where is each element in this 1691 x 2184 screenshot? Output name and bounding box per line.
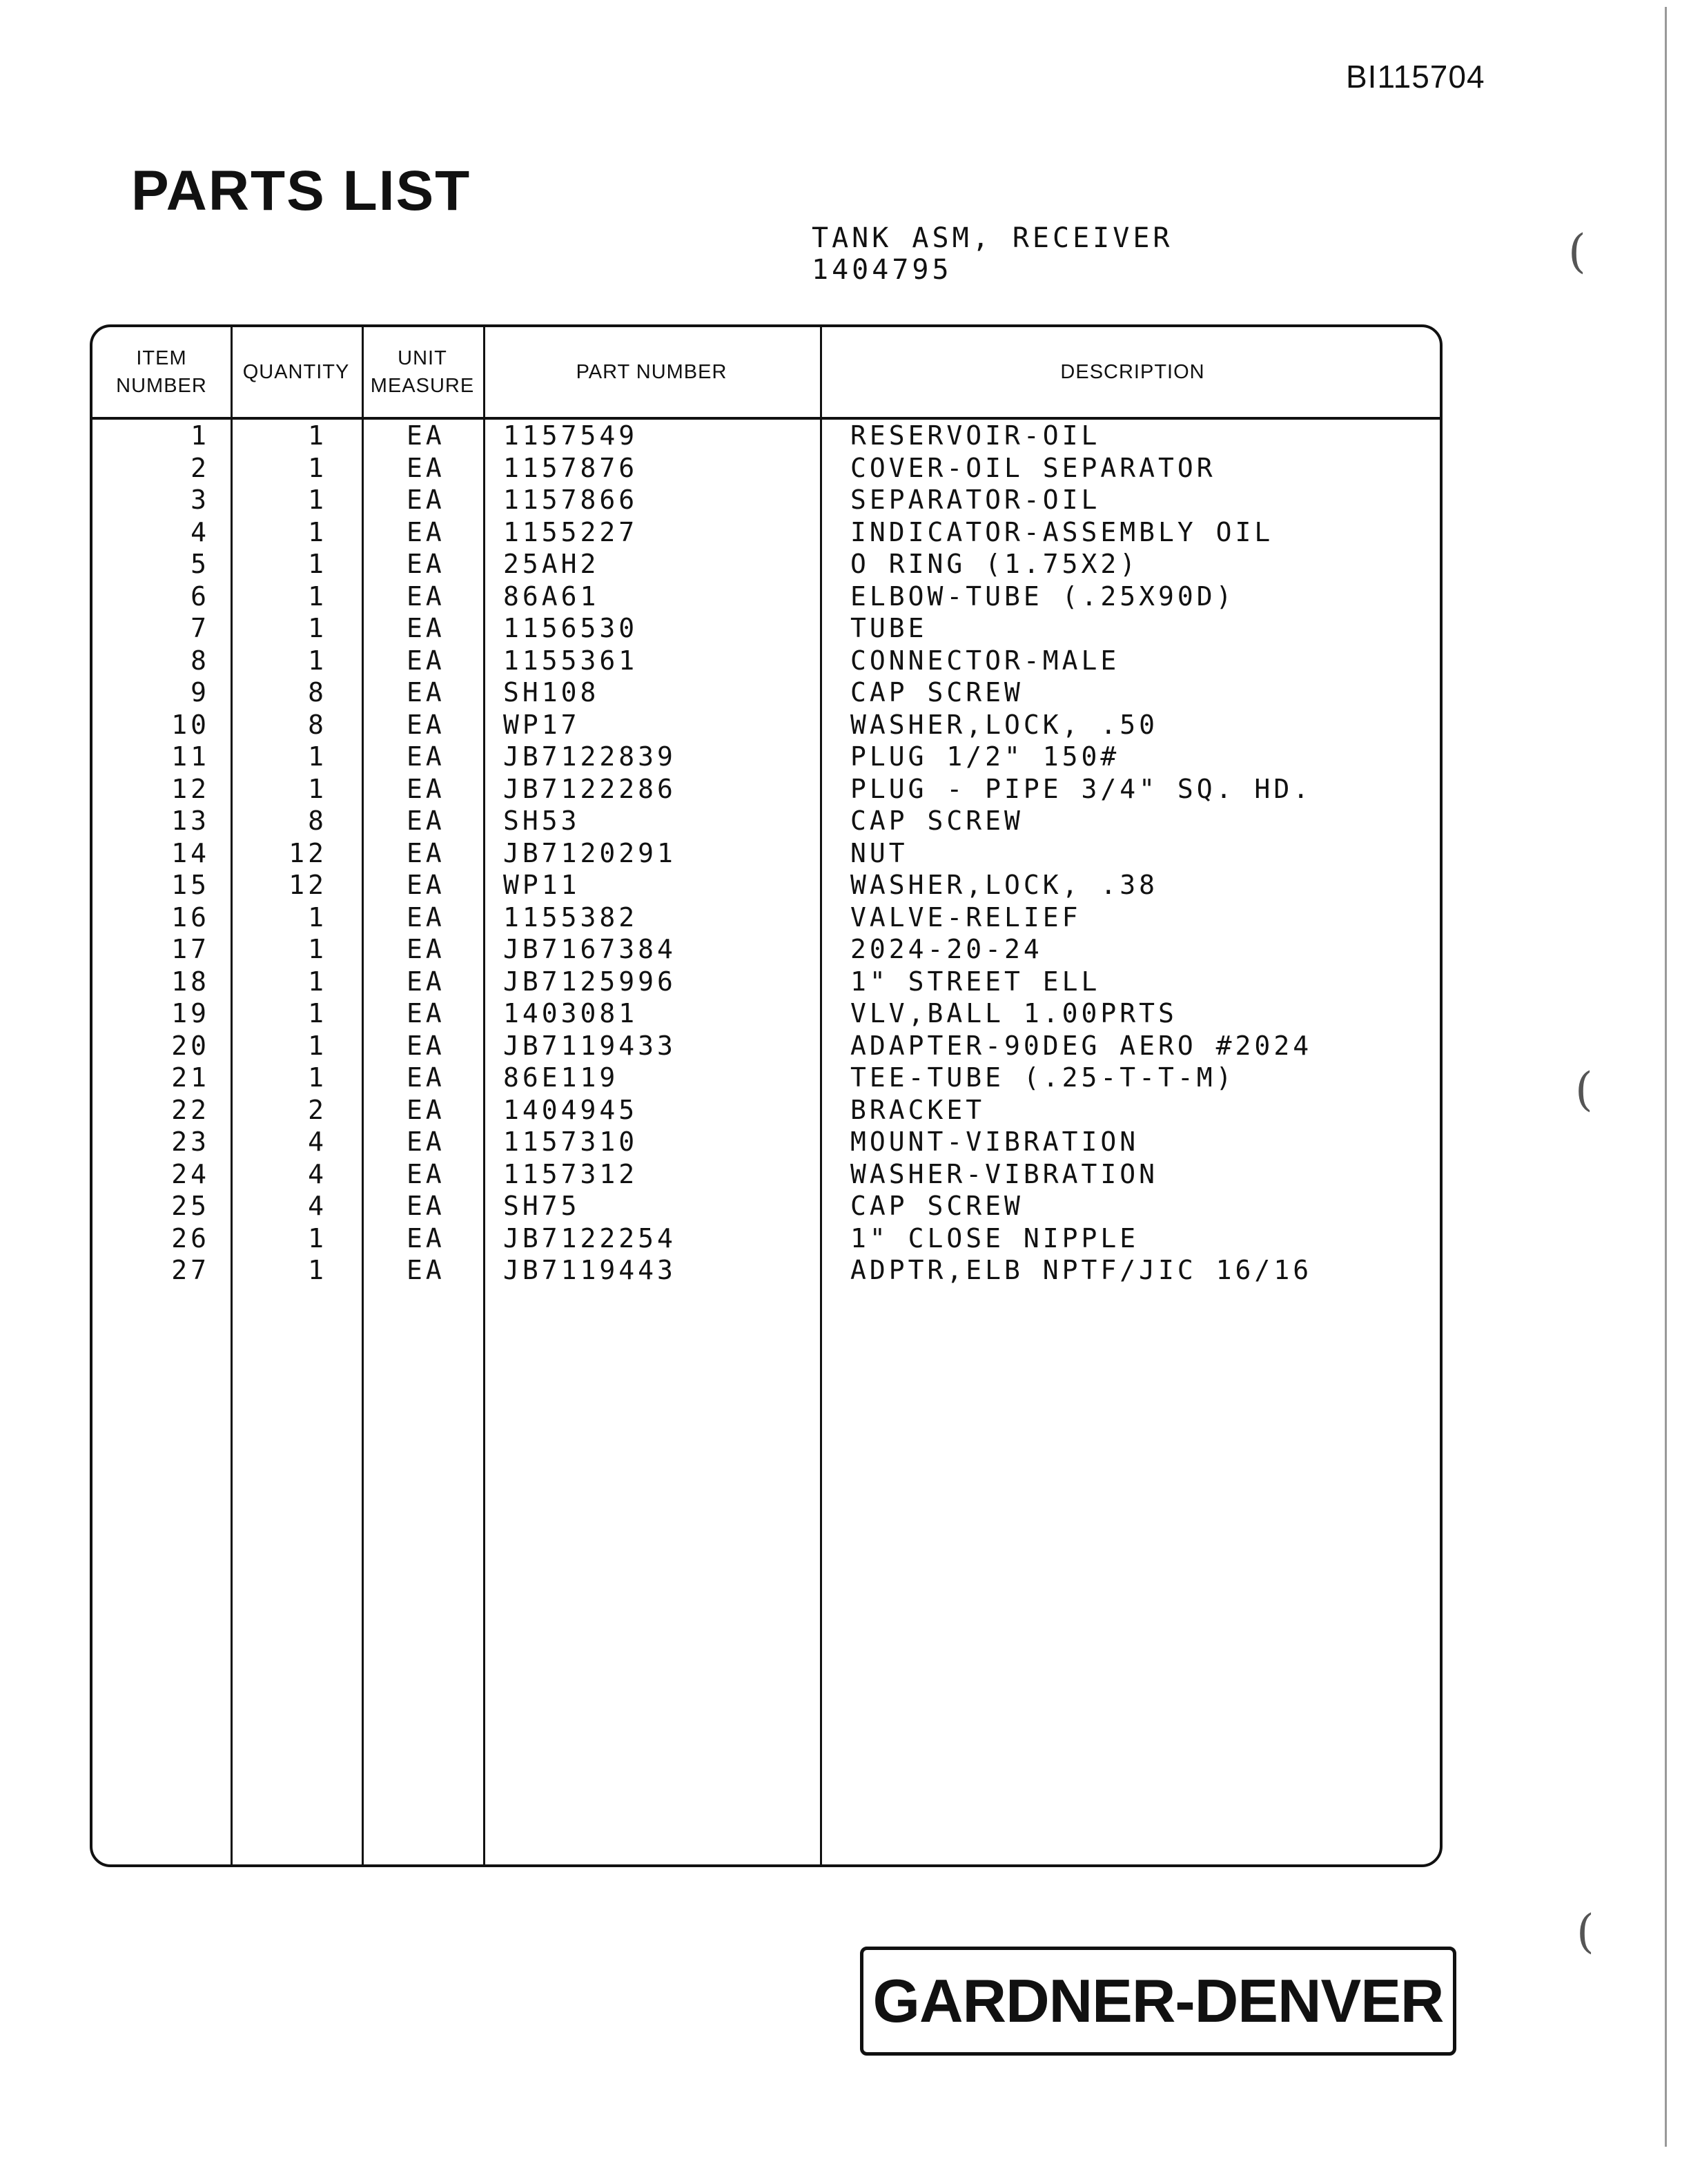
cell-part-number: 1157876	[503, 452, 638, 483]
cell-item-number: 3	[190, 485, 210, 515]
cell-item-number: 7	[190, 613, 210, 643]
table-row	[92, 1094, 1440, 1127]
cell-description: 2024-20-24	[850, 934, 1043, 964]
header-unit-measure: UNIT MEASURE	[370, 347, 475, 397]
cell-item-number: 11	[171, 741, 210, 772]
header-quantity: QUANTITY	[242, 361, 350, 383]
cell-description: BRACKET	[850, 1094, 986, 1125]
cell-part-number: SH75	[503, 1191, 580, 1221]
cell-unit-measure: EA	[407, 1255, 445, 1285]
table-row	[92, 805, 1440, 837]
cell-item-number: 2	[190, 452, 210, 483]
cell-item-number: 27	[171, 1255, 210, 1285]
binder-hole-mark: (	[1568, 225, 1586, 278]
cell-quantity: 1	[308, 549, 327, 579]
table-row	[92, 1030, 1440, 1062]
cell-unit-measure: EA	[407, 901, 445, 933]
cell-item-number: 12	[171, 773, 210, 804]
table-row	[92, 773, 1440, 806]
cell-part-number: 1157866	[503, 485, 638, 515]
cell-part-number: WP11	[503, 870, 580, 900]
cell-part-number: SH108	[503, 677, 600, 708]
assembly-number: 1404795	[812, 254, 952, 286]
table-row	[92, 997, 1440, 1030]
brand-logo: GARDNER-DENVER	[860, 1947, 1456, 2056]
header-part-number: PART NUMBER	[576, 361, 727, 383]
cell-quantity: 1	[308, 998, 327, 1028]
cell-quantity: 1	[308, 613, 327, 643]
cell-part-number: 1403081	[503, 998, 638, 1028]
cell-quantity: 1	[308, 516, 327, 547]
cell-unit-measure: EA	[407, 1094, 445, 1125]
cell-quantity: 1	[308, 420, 327, 451]
cell-unit-measure: EA	[407, 452, 445, 483]
cell-item-number: 21	[171, 1062, 210, 1093]
cell-item-number: 5	[190, 549, 210, 579]
cell-part-number: 1157549	[503, 420, 638, 451]
cell-unit-measure: EA	[407, 806, 445, 836]
cell-quantity: 1	[308, 1222, 327, 1254]
cell-unit-measure: EA	[407, 613, 445, 643]
cell-quantity: 12	[289, 870, 327, 900]
cell-description: ADAPTER-90DEG AERO #2024	[850, 1030, 1313, 1061]
cell-quantity: 1	[308, 452, 327, 483]
cell-unit-measure: EA	[407, 870, 445, 900]
table-row	[92, 1190, 1440, 1222]
cell-quantity: 1	[308, 741, 327, 772]
header-description: DESCRIPTION	[1060, 361, 1205, 383]
cell-description: INDICATOR-ASSEMBLY OIL	[850, 516, 1274, 547]
cell-unit-measure: EA	[407, 709, 445, 740]
cell-quantity: 4	[308, 1158, 327, 1189]
cell-unit-measure: EA	[407, 581, 445, 612]
cell-unit-measure: EA	[407, 966, 445, 997]
cell-part-number: JB7125996	[503, 966, 676, 997]
cell-item-number: 20	[171, 1030, 210, 1061]
cell-unit-measure: EA	[407, 677, 445, 708]
cell-item-number: 24	[171, 1158, 210, 1189]
cell-part-number: SH53	[503, 806, 580, 836]
cell-quantity: 1	[308, 1062, 327, 1093]
cell-description: COVER-OIL SEPARATOR	[850, 452, 1216, 483]
cell-part-number: JB7120291	[503, 837, 676, 868]
binder-hole-mark: (	[1576, 1905, 1594, 1958]
cell-part-number: JB7122839	[503, 741, 676, 772]
cell-description: MOUNT-VIBRATION	[850, 1127, 1140, 1157]
cell-item-number: 18	[171, 966, 210, 997]
table-row	[92, 966, 1440, 998]
table-row	[92, 548, 1440, 581]
table-body	[92, 420, 1440, 1287]
cell-item-number: 9	[190, 677, 210, 708]
table-row	[92, 516, 1440, 549]
table-row	[92, 1254, 1440, 1287]
cell-quantity: 1	[308, 901, 327, 933]
cell-description: RESERVOIR-OIL	[850, 420, 1101, 451]
page-edge-line	[1665, 7, 1667, 2147]
cell-part-number: 1155382	[503, 901, 638, 933]
cell-quantity: 2	[308, 1094, 327, 1125]
cell-description: VALVE-RELIEF	[850, 901, 1082, 933]
cell-quantity: 4	[308, 1127, 327, 1157]
cell-quantity: 4	[308, 1191, 327, 1221]
cell-unit-measure: EA	[407, 837, 445, 868]
cell-description: O RING (1.75X2)	[850, 549, 1140, 579]
cell-part-number: 1156530	[503, 613, 638, 643]
cell-part-number: 1404945	[503, 1094, 638, 1125]
cell-description: PLUG 1/2" 150#	[850, 741, 1120, 772]
cell-quantity: 8	[308, 677, 327, 708]
cell-unit-measure: EA	[407, 1158, 445, 1189]
cell-description: ADPTR,ELB NPTF/JIC 16/16	[850, 1255, 1313, 1285]
cell-unit-measure: EA	[407, 934, 445, 964]
cell-item-number: 6	[190, 581, 210, 612]
cell-description: CAP SCREW	[850, 677, 1024, 708]
table-row	[92, 901, 1440, 934]
cell-description: SEPARATOR-OIL	[850, 485, 1101, 515]
cell-unit-measure: EA	[407, 741, 445, 772]
cell-description: 1" CLOSE NIPPLE	[850, 1222, 1140, 1254]
cell-item-number: 8	[190, 645, 210, 676]
cell-quantity: 1	[308, 645, 327, 676]
table-row	[92, 1062, 1440, 1094]
cell-item-number: 22	[171, 1094, 210, 1125]
cell-item-number: 1	[190, 420, 210, 451]
cell-part-number: JB7119443	[503, 1255, 676, 1285]
cell-part-number: JB7122254	[503, 1222, 676, 1254]
cell-part-number: 1157310	[503, 1127, 638, 1157]
cell-description: TEE-TUBE (.25-T-T-M)	[850, 1062, 1235, 1093]
cell-description: TUBE	[850, 613, 928, 643]
cell-quantity: 1	[308, 485, 327, 515]
cell-quantity: 1	[308, 773, 327, 804]
cell-unit-measure: EA	[407, 516, 445, 547]
cell-item-number: 25	[171, 1191, 210, 1221]
cell-part-number: 25AH2	[503, 549, 600, 579]
cell-item-number: 10	[171, 709, 210, 740]
cell-description: 1" STREET ELL	[850, 966, 1101, 997]
cell-quantity: 12	[289, 837, 327, 868]
table-row	[92, 741, 1440, 773]
table-row	[92, 581, 1440, 613]
cell-description: CAP SCREW	[850, 1191, 1024, 1221]
table-row	[92, 612, 1440, 645]
cell-unit-measure: EA	[407, 1062, 445, 1093]
cell-description: CAP SCREW	[850, 806, 1024, 836]
cell-item-number: 19	[171, 998, 210, 1028]
cell-unit-measure: EA	[407, 1030, 445, 1061]
cell-unit-measure: EA	[407, 1127, 445, 1157]
cell-part-number: 86E119	[503, 1062, 619, 1093]
cell-part-number: JB7119433	[503, 1030, 676, 1061]
cell-quantity: 1	[308, 581, 327, 612]
cell-description: WASHER,LOCK, .38	[850, 870, 1159, 900]
cell-part-number: 1155361	[503, 645, 638, 676]
cell-part-number: JB7122286	[503, 773, 676, 804]
cell-quantity: 1	[308, 1255, 327, 1285]
cell-item-number: 26	[171, 1222, 210, 1254]
cell-part-number: 1157312	[503, 1158, 638, 1189]
cell-part-number: JB7167384	[503, 934, 676, 964]
cell-quantity: 1	[308, 934, 327, 964]
header-item-number: ITEM NUMBER	[116, 347, 207, 397]
table-row	[92, 484, 1440, 516]
cell-description: NUT	[850, 837, 908, 868]
cell-item-number: 15	[171, 870, 210, 900]
cell-unit-measure: EA	[407, 1222, 445, 1254]
binder-hole-mark: (	[1575, 1063, 1593, 1116]
table-row	[92, 837, 1440, 870]
document-id: BI115704	[1346, 59, 1485, 95]
cell-part-number: 86A61	[503, 581, 600, 612]
cell-unit-measure: EA	[407, 645, 445, 676]
table-row	[92, 1222, 1440, 1255]
table-row	[92, 933, 1440, 966]
table-row	[92, 420, 1440, 452]
table-row	[92, 452, 1440, 485]
cell-unit-measure: EA	[407, 773, 445, 804]
cell-item-number: 23	[171, 1127, 210, 1157]
cell-unit-measure: EA	[407, 549, 445, 579]
cell-description: ELBOW-TUBE (.25X90D)	[850, 581, 1235, 612]
cell-quantity: 8	[308, 709, 327, 740]
table-row	[92, 676, 1440, 709]
table-row	[92, 645, 1440, 677]
table-row	[92, 869, 1440, 901]
cell-item-number: 4	[190, 516, 210, 547]
cell-quantity: 8	[308, 806, 327, 836]
cell-item-number: 13	[171, 806, 210, 836]
cell-part-number: 1155227	[503, 516, 638, 547]
cell-item-number: 16	[171, 901, 210, 933]
table-row	[92, 709, 1440, 741]
cell-unit-measure: EA	[407, 485, 445, 515]
cell-unit-measure: EA	[407, 1191, 445, 1221]
cell-description: CONNECTOR-MALE	[850, 645, 1120, 676]
cell-quantity: 1	[308, 1030, 327, 1061]
assembly-name: TANK ASM, RECEIVER	[812, 222, 1173, 254]
parts-table	[90, 324, 1443, 1867]
page-title: PARTS LIST	[131, 159, 471, 222]
assembly-heading	[812, 222, 1173, 286]
table-row	[92, 1126, 1440, 1158]
cell-item-number: 17	[171, 934, 210, 964]
cell-unit-measure: EA	[407, 420, 445, 451]
cell-part-number: WP17	[503, 709, 580, 740]
cell-item-number: 14	[171, 837, 210, 868]
cell-unit-measure: EA	[407, 998, 445, 1028]
table-row	[92, 1158, 1440, 1191]
cell-quantity: 1	[308, 966, 327, 997]
cell-description: WASHER-VIBRATION	[850, 1158, 1159, 1189]
cell-description: WASHER,LOCK, .50	[850, 709, 1159, 740]
cell-description: PLUG - PIPE 3/4" SQ. HD.	[850, 773, 1313, 804]
cell-description: VLV,BALL 1.00PRTS	[850, 998, 1177, 1028]
